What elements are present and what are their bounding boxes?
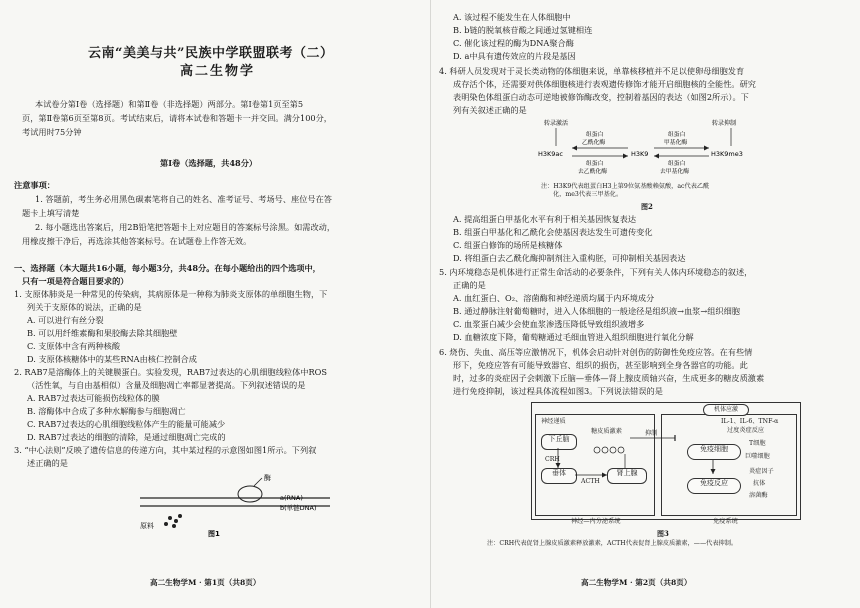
strand-a-label: a(RNA)	[280, 494, 303, 502]
hypothalamus-node: 下丘脑	[541, 434, 577, 450]
fig2-h3k9me3: H3K9me3	[711, 150, 743, 158]
notes-heading: 注意事项：	[14, 180, 55, 190]
q3-option-c: C. 催化该过程的酶为DNA聚合酶	[453, 38, 574, 48]
fig3-note: 注：CRH代表促肾上腺皮质激素释放激素，ACTH代表促肾上腺皮质激素，——代表抑制。	[487, 540, 738, 547]
section-heading: 第Ⅰ卷（选择题，共48分）	[160, 158, 258, 168]
q1-option-a: A. 可以进行有丝分裂	[27, 315, 104, 325]
question-4-stem: 表明染色体组蛋白动态可逆地被修饰酶改变，控制着基因的表达（如图2所示）。下	[453, 92, 749, 102]
choice-section-heading: 只有一项是符合题目要求的）	[22, 276, 129, 286]
q5-option-d: D. 血糖浓度下降，葡萄糖通过毛细血管进入组织细胞进行氧化分解	[453, 332, 694, 342]
note-line: 题卡上填写清楚	[22, 208, 80, 218]
exam-subject: 高二生物学	[180, 64, 256, 79]
question-2-stem: （活性氧，与自由基相似）含量及细胞凋亡率都显著提高。下列叙述错误的是	[27, 380, 306, 390]
figure-1-caption: 图1	[208, 530, 220, 538]
q2-option-a: A. RAB7过表达可能损伤线粒体的膜	[27, 393, 160, 403]
label-immune-system: 免疫系统	[713, 518, 738, 525]
intro-line: 考试用时75分钟	[22, 127, 82, 137]
label-macrophage: 巨噬细胞	[745, 453, 770, 460]
question-1-stem: 列关于支原体的说法，正确的是	[27, 302, 142, 312]
question-3: 3. “中心法则”反映了遗传信息的传递方向，其中某过程的示意图如图1所示。下列叙	[14, 445, 317, 455]
fig2-label-activation: 转录激活	[544, 120, 569, 127]
question-6: 6. 烧伤、失血、高压等应激情况下，机体会启动针对创伤的防御性免疫应答。在有些情	[439, 347, 753, 357]
label-crh: CRH	[545, 456, 560, 463]
question-4-stem: 列有关叙述正确的是	[453, 105, 527, 115]
label-neuro-endocrine: 神经—内分泌系统	[571, 518, 621, 525]
label-acth: ACTH	[581, 478, 600, 485]
q4-option-d: D. 将组蛋白去乙酰化酶抑制剂注入重构胚，可抑制相关基因表达	[453, 253, 686, 263]
q1-option-b: B. 可以用纤维素酶和果胶酶去除其细胞壁	[27, 328, 178, 338]
label-cytokines: IL-1、IL-6、TNF-α	[721, 418, 779, 425]
label-antibody: 抗体	[753, 480, 766, 487]
immune-cell-node: 免疫细胞	[687, 444, 741, 460]
q5-option-b: B. 通过静脉注射葡萄糖时，进入人体细胞的一般途径是组织液→血浆→组织细胞	[453, 306, 740, 316]
note-line: 2. 每小题选出答案后，用2B铅笔把答题卡上对应题目的答案标号涂黑。如需改动，	[35, 222, 336, 232]
question-3-stem: 述正确的是	[27, 458, 68, 468]
figure-2-diagram	[526, 116, 786, 182]
page-footer: 高二生物学M · 第1页（共8页）	[150, 578, 261, 587]
fig2-enzyme-deme: 组蛋白	[668, 161, 686, 167]
label-inflammation-factor: 炎症因子	[749, 468, 774, 475]
label-inhibit: 抑制	[645, 430, 658, 437]
strand-b-label: b(单链DNA)	[280, 504, 317, 512]
q4-option-c: C. 组蛋白修饰的场所是核糖体	[453, 240, 563, 250]
question-1: 1. 支原体肺炎是一种常见的传染病，其病原体是一种称为肺炎支原体的单细胞生物，下	[14, 289, 328, 299]
intro-line: 页，第Ⅱ卷第6页至第8页。考试结束后，请将本试卷和答题卡一并交回。满分100分，	[22, 113, 332, 123]
choice-section-heading: 一、选择题（本大题共16小题，每小题3分，共48分。在每小题给出的四个选项中，	[14, 263, 321, 273]
question-4-stem: 成存活个体，还需要对供体细胞核进行表观遗传修饰才能开启细胞核的全能性。研究	[453, 79, 756, 89]
question-4: 4. 科研人员发现对于灵长类动物的体细胞来说，单靠核移植并不足以使卵母细胞发育	[439, 66, 745, 76]
fig2-note: 注：H3K9代表组蛋白H3上第9位氨基酸赖氨酸，ac代表乙酰	[541, 183, 710, 190]
note-line: 1. 答题前，考生务必用黑色碳素笔将自己的姓名、准考证号、考场号、座位号在答	[35, 194, 332, 204]
q2-option-d: D. RAB7过表达的细胞的清除，是通过细胞凋亡完成的	[27, 432, 226, 442]
fig2-enzyme-ac: 组蛋白	[586, 132, 604, 138]
fig2-h3k9: H3K9	[631, 150, 649, 158]
label-neurotransmitter: 神经递质	[541, 418, 566, 425]
q1-option-d: D. 支原体核糖体中的某些RNA由核仁控制合成	[27, 354, 197, 364]
fig2-enzyme-me-2: 甲基化酶	[664, 140, 688, 146]
q5-option-c: C. 血浆蛋白减少会使血浆渗透压降低导致组织液增多	[453, 319, 645, 329]
enzyme-label: 酶	[264, 474, 271, 482]
question-6-stem: 时，过多的炎症因子会刺激下丘脑—垂体—肾上腺皮质轴兴奋，生成更多的糖皮质激素	[453, 373, 765, 383]
q1-option-c: C. 支原体中含有两种核酸	[27, 341, 121, 351]
question-5-stem: 正确的是	[453, 280, 486, 290]
q3-option-d: D. a中具有遗传效应的片段是基因	[453, 51, 576, 61]
intro-line: 本试卷分第Ⅰ卷（选择题）和第Ⅱ卷（非选择题）两部分。第Ⅰ卷第1页至第5	[35, 99, 304, 109]
q3-option-a: A. 该过程不能发生在人体细胞中	[453, 12, 571, 22]
q2-option-c: C. RAB7过表达的心肌细胞线粒体产生的能量可能减少	[27, 419, 226, 429]
label-t-cell: T细胞	[749, 440, 766, 447]
fig2-h3k9ac: H3K9ac	[538, 150, 563, 158]
label-excess-inflammation: 过度炎症反应	[727, 427, 765, 434]
pituitary-node: 垂体	[541, 468, 577, 484]
enzyme-shape	[238, 486, 262, 502]
label-glucocorticoid: 糖皮质激素	[591, 428, 622, 435]
exam-page-2	[430, 0, 860, 608]
figure-3-caption: 图3	[657, 529, 669, 538]
q2-option-b: B. 溶酶体中合成了多种水解酶参与细胞凋亡	[27, 406, 186, 416]
exam-title: 云南“美美与共”民族中学联盟联考（二）	[88, 46, 334, 61]
fig2-enzyme-me: 组蛋白	[668, 132, 686, 138]
body-stress-node: 机体应激	[703, 404, 749, 416]
fig2-enzyme-ac-2: 乙酰化酶	[582, 140, 606, 146]
q4-option-b: B. 组蛋白甲基化和乙酰化会使基因表达发生可遗传变化	[453, 227, 653, 237]
question-2: 2. RAB7是溶酶体上的关键膜蛋白。实验发现，RAB7过表达的心肌细胞线粒体中ROS	[14, 367, 327, 377]
question-5: 5. 内环境稳态是机体进行正常生命活动的必要条件，下列有关人体内环境稳态的叙述，	[439, 267, 753, 277]
fig2-enzyme-deac: 组蛋白	[586, 161, 604, 167]
immune-response-node: 免疫反应	[687, 478, 741, 494]
fig2-note: 化，me3代表三甲基化。	[553, 191, 623, 198]
page-footer: 高二生物学M · 第2页（共8页）	[581, 578, 692, 587]
note-line: 用橡皮擦干净后，再选涂其他答案标号。在试题卷上作答无效。	[22, 236, 252, 246]
figure-2-caption: 图2	[641, 202, 653, 211]
figure-1-diagram	[130, 472, 350, 540]
adrenal-node: 肾上腺	[607, 468, 647, 484]
fig2-enzyme-deac-2: 去乙酰化酶	[578, 169, 607, 175]
q4-option-a: A. 提高组蛋白甲基化水平有利于相关基因恢复表达	[453, 214, 637, 224]
question-6-stem: 形下，免疫应答有可能导致器官、组织的损伤，甚至影响到全身各器官的功能。此	[453, 360, 748, 370]
fig2-enzyme-deme-2: 去甲基化酶	[660, 169, 689, 175]
question-6-stem: 进行免疫抑制，该过程具体流程如图3。下列说法错误的是	[453, 386, 663, 396]
q3-option-b: B. b链的脱氧核苷酸之间通过氢键相连	[453, 25, 593, 35]
q5-option-a: A. 血红蛋白、O₂、溶菌酶和神经递质均属于内环境成分	[453, 293, 655, 303]
material-label: 原料	[140, 522, 154, 530]
fig2-label-repression: 转录抑制	[712, 120, 737, 127]
label-lysozyme: 溶菌酶	[749, 492, 768, 499]
